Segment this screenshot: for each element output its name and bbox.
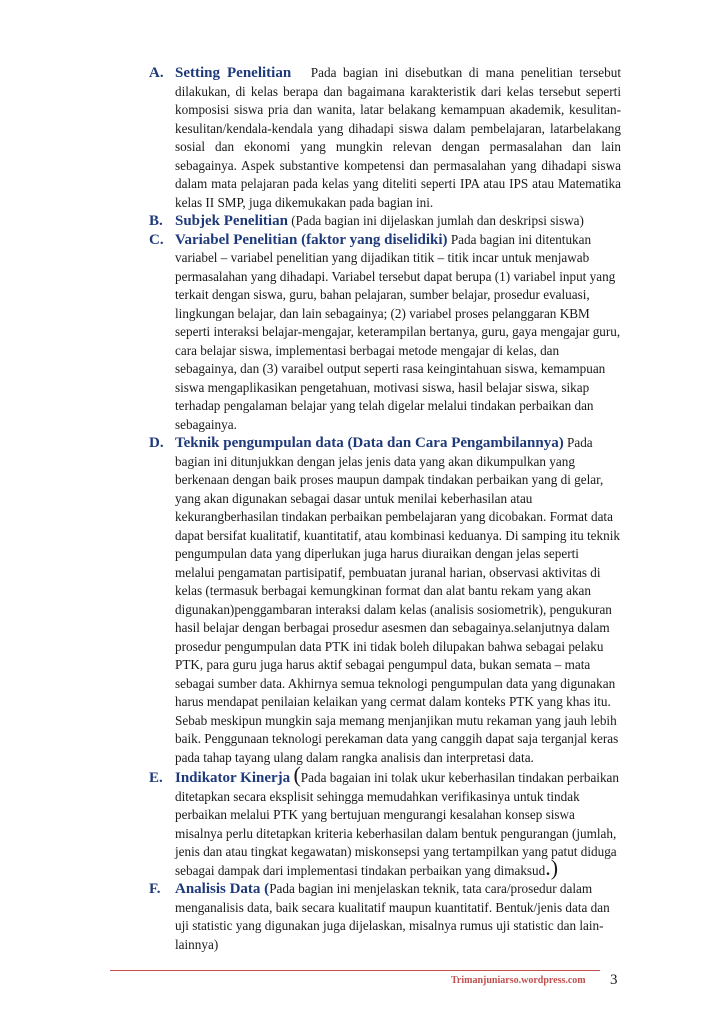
section-teknik-pengumpulan-data — [149, 434, 621, 767]
closing-mark: .) — [545, 854, 559, 880]
section-text: (Pada bagian ini dijelaskan jumlah dan deskripsi siswa) — [291, 213, 584, 228]
section-text: Pada bagian ini ditunjukkan dengan jelas jenis data yang akan dikumpulkan yang berkenaan dengan baik proses maupun dampak tindakan perbaikan yang di gelar, yang akan digunakan sebagai dasar untuk menilai keberhasilan atau kekurangberhasilan tindakan perbaikan pembelajaran yang dicobakan. Format data dapat bersifat kualitatif, kuantitatif, atau kombinasi keduanya. Di samping itu teknik pengumpulan data yang diperlukan juga harus diuraikan dengan jelas seperti melalui pengamatan partisipatif, pembuatan juranal harian, observasi aktivitas di kelas (termasuk berbagai kemungkinan format dan alat bantu rekam yang akan digunakan)penggambaran interaksi dalam kelas (analisis sosiometrik), pengukuran hasil belajar dengan berbagai prosedur asesmen dan sebagainya.selanjutnya dalam prosedur pengumpulan data PTK ini tidak boleh dilupakan bahwa sebagai pelaku PTK, para guru juga harus aktif sebagai pengumpul data, bukan semata – mata sebagai sumber data. Akhirnya semua teknologi pengumpulan data yang digunakan harus mendapat penilaian kelaikan yang cermat dalam konteks PTK yang khas itu. Sebab meskipun mungkin saja memang menjanjikan mutu rekaman yang jauh lebih baik. Penggunaan teknologi perekaman data yang canggih dapat saja terganjal keras pada tahap tayang ulang dalam rangka analisis dan interpretasi data. — [175, 435, 620, 765]
section-setting-penelitian — [149, 64, 621, 212]
section-indikator-kinerja — [149, 762, 621, 880]
section-heading: Variabel Penelitian (faktor yang diselidiki) — [175, 231, 448, 248]
section-marker: F. — [149, 881, 161, 897]
open-parenthesis: ( — [293, 762, 301, 787]
section-heading: Indikator Kinerja — [175, 770, 291, 786]
section-variabel-penelitian — [149, 231, 621, 435]
section-heading: Analisis Data ( — [175, 881, 270, 897]
section-analisis-data — [149, 880, 621, 954]
section-text: Pada bagian ini menjelaskan teknik, tata cara/prosedur dalam menganalisis data, baik secara kualitatif maupun kuantitatif. Bentuk/jenis data dan uji statistic yang digunakan juga dijelaskan, misalnya rumus uji statistic dan lain-lainnya) — [175, 881, 610, 952]
page-number: 3 — [610, 972, 618, 988]
section-text: Pada bagaian ini tolak ukur keberhasilan tindakan perbaikan ditetapkan secara eksplisit sehingga memudahkan verifikasinya untuk tindak perbaikan melalui PTK yang bertujuan mengurangi kesalahan konsep siswa misalnya perlu ditetapkan kriteria keberhasilan dalam bentuk pengurangan (jumlah, jenis dan atau tingkat kegawatan) miskonsepsi yang tertampilkan yang patut diduga sebagai dampak dari implementasi tindakan perbaikan yang dimaksud — [175, 770, 620, 878]
section-marker: C. — [149, 231, 164, 248]
section-marker: E. — [149, 770, 163, 786]
section-marker: D. — [149, 435, 164, 451]
section-subjek-penelitian — [149, 212, 621, 231]
section-text: Pada bagian ini disebutkan di mana penelitian tersebut dilakukan, di kelas berapa dan bagaimana karakteristik dari kelas tersebut seperti komposisi siswa pria dan wanita, latar belakang kemampuan akademik, kesulitan-kesulitan/kendala-kendala yang dihadapi siswa dalam pembelajaran, latarbelakang sosial dan ekonomi yang mungkin relevan dengan permasalahan dan lain sebagainya. Aspek substantive kompetensi dan permasalahan yang dihadapi siswa dalam mata pelajaran pada kelas yang diteliti seperti IPA atau IPS atau Matematika kelas II SMP, juga dikemukakan pada bagian ini. — [175, 65, 621, 210]
section-heading: Teknik pengumpulan data (Data dan Cara Pengambilannya) — [175, 435, 564, 451]
section-marker: B. — [149, 213, 163, 229]
section-marker: A. — [149, 65, 164, 81]
footer-divider — [110, 970, 600, 971]
footer-url-link[interactable]: Trimanjuniarso.wordpress.com — [451, 975, 586, 986]
document-body — [149, 64, 621, 954]
section-heading: Subjek Penelitian — [175, 213, 288, 229]
section-text: Pada bagian ini ditentukan variabel – variabel penelitian yang dijadikan titik – titik incar untuk menjawab permasalahan yang dihadapi. Variabel tersebut dapat berupa (1) variabel input yang terkait dengan siswa, guru, bahan pelajaran, sumber belajar, prosedur evaluasi, lingkungan belajar, dan lain sebagainya; (2) variabel proses pelanggaran KBM seperti interaksi belajar-mengajar, keterampilan bertanya, guru, gaya mengajar guru, cara belajar siswa, implementasi berbagai metode mengajar di kelas, dan sebagainya, dan (3) varaibel output seperti rasa keingintahuan siswa, kemampuan siswa mengaplikasikan pengetahuan, motivasi siswa, hasil belajar siswa, sikap terhadap pengalaman belajar yang telah digelar melalui tindakan perbaikan dan sebagainya. — [175, 231, 621, 432]
section-heading: Setting Penelitian — [175, 65, 292, 81]
